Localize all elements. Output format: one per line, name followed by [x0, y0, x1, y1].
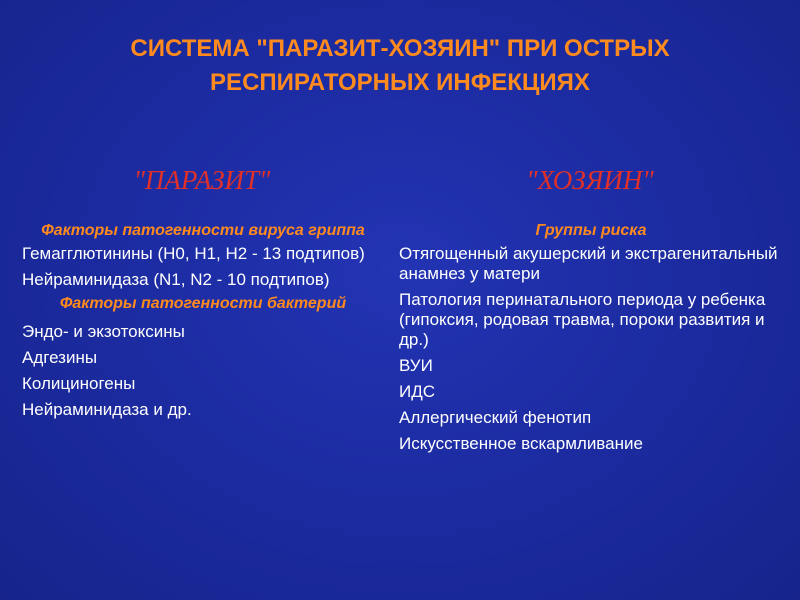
list-item: Отягощенный акушерский и экстрагенитальный анамнез у матери	[399, 244, 778, 283]
risk-groups-subheading: Группы риска	[535, 222, 647, 239]
slide-title	[0, 32, 800, 100]
parasite-heading: "ПАРАЗИТ"	[133, 165, 271, 195]
bacteria-factors-subheading: Факторы патогенности бактерий	[59, 295, 347, 312]
list-item: Гемагглютинины (Н0, Н1, Н2 - 13 подтипов)	[22, 244, 365, 263]
list-item: Нейраминидаза и др.	[22, 400, 192, 419]
list-item: Колициногены	[22, 374, 136, 393]
list-item: Патология перинатального периода у ребенка (гипоксия, родовая травма, пороки развития и др.)	[399, 290, 766, 349]
list-item: Эндо- и экзотоксины	[22, 322, 185, 341]
list-item: Искусственное вскармливание	[399, 434, 643, 453]
host-column	[399, 221, 783, 454]
list-item: ИДС	[399, 382, 436, 401]
virus-factors-subheading: Факторы патогенности вируса гриппа	[41, 222, 365, 239]
list-item: ВУИ	[399, 356, 433, 375]
host-heading: "ХОЗЯИН"	[526, 165, 654, 195]
slide-title-line-1: СИСТЕМА "ПАРАЗИТ-ХОЗЯИН" ПРИ ОСТРЫХ	[130, 35, 670, 62]
slide-title-line-2: РЕСПИРАТОРНЫХ ИНФЕКЦИЯХ	[210, 69, 590, 96]
list-item: Аллергический фенотип	[399, 408, 592, 427]
list-item: Нейраминидаза (N1, N2 - 10 подтипов)	[22, 270, 330, 289]
parasite-column	[22, 221, 384, 420]
list-item: Адгезины	[22, 348, 98, 367]
